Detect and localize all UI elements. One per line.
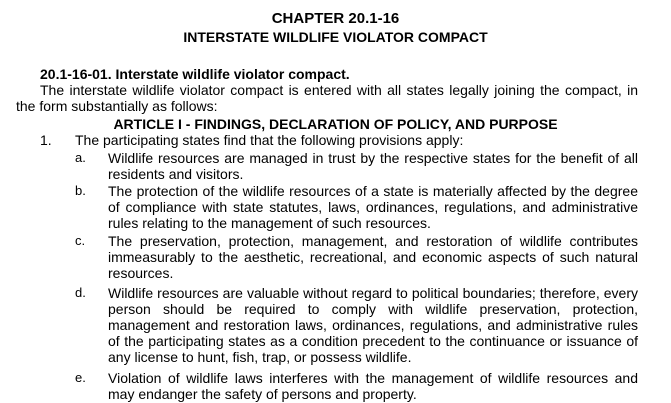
subitem-marker: b. <box>75 183 86 198</box>
section-heading: 20.1-16-01. Interstate wildlife violator compact. <box>40 66 350 82</box>
subitem-marker: d. <box>75 285 86 300</box>
chapter-subtitle: INTERSTATE WILDLIFE VIOLATOR COMPACT <box>183 29 488 45</box>
chapter-title: CHAPTER 20.1-16 <box>271 10 400 27</box>
subitem-marker: e. <box>75 370 86 385</box>
subitem-text: Wildlife resources are valuable without regard to political boundaries; therefore, every person should be required to comply with wildlife preservation, protection, management and restoration laws, ordinances, regulations, and administrative rules of the participating states as a condition precedent to the continuance or issuance of any license to hunt, fish, trap, or possess wildlife. <box>108 285 638 365</box>
article-heading: ARTICLE I - FINDINGS, DECLARATION OF POLICY, AND PURPOSE <box>113 116 558 132</box>
subitem-text: Violation of wildlife laws interferes with the management of wildlife resources and may endanger the safety of persons and property. <box>108 370 638 402</box>
subitem-marker: c. <box>75 233 86 248</box>
subitem-marker: a. <box>75 150 86 165</box>
item-text: The participating states find that the following provisions apply: <box>75 132 464 148</box>
subitem-text: Wildlife resources are managed in trust by the respective states for the benefit of all residents and visitors. <box>108 150 638 182</box>
section-intro-paragraph: The interstate wildlife violator compact is entered with all states legally joining the compact, in the form substantially as follows: <box>16 82 638 114</box>
subitem-text: The preservation, protection, management, and restoration of wildlife contributes immeasurably to the aesthetic, recreational, and economic aspects of such natural resources. <box>108 233 638 281</box>
item-marker: 1. <box>40 132 52 148</box>
subitem-text: The protection of the wildlife resources of a state is materially affected by the degree of compliance with state statutes, laws, ordinances, regulations, and administrative rules relating to the management of such resources. <box>108 183 638 231</box>
